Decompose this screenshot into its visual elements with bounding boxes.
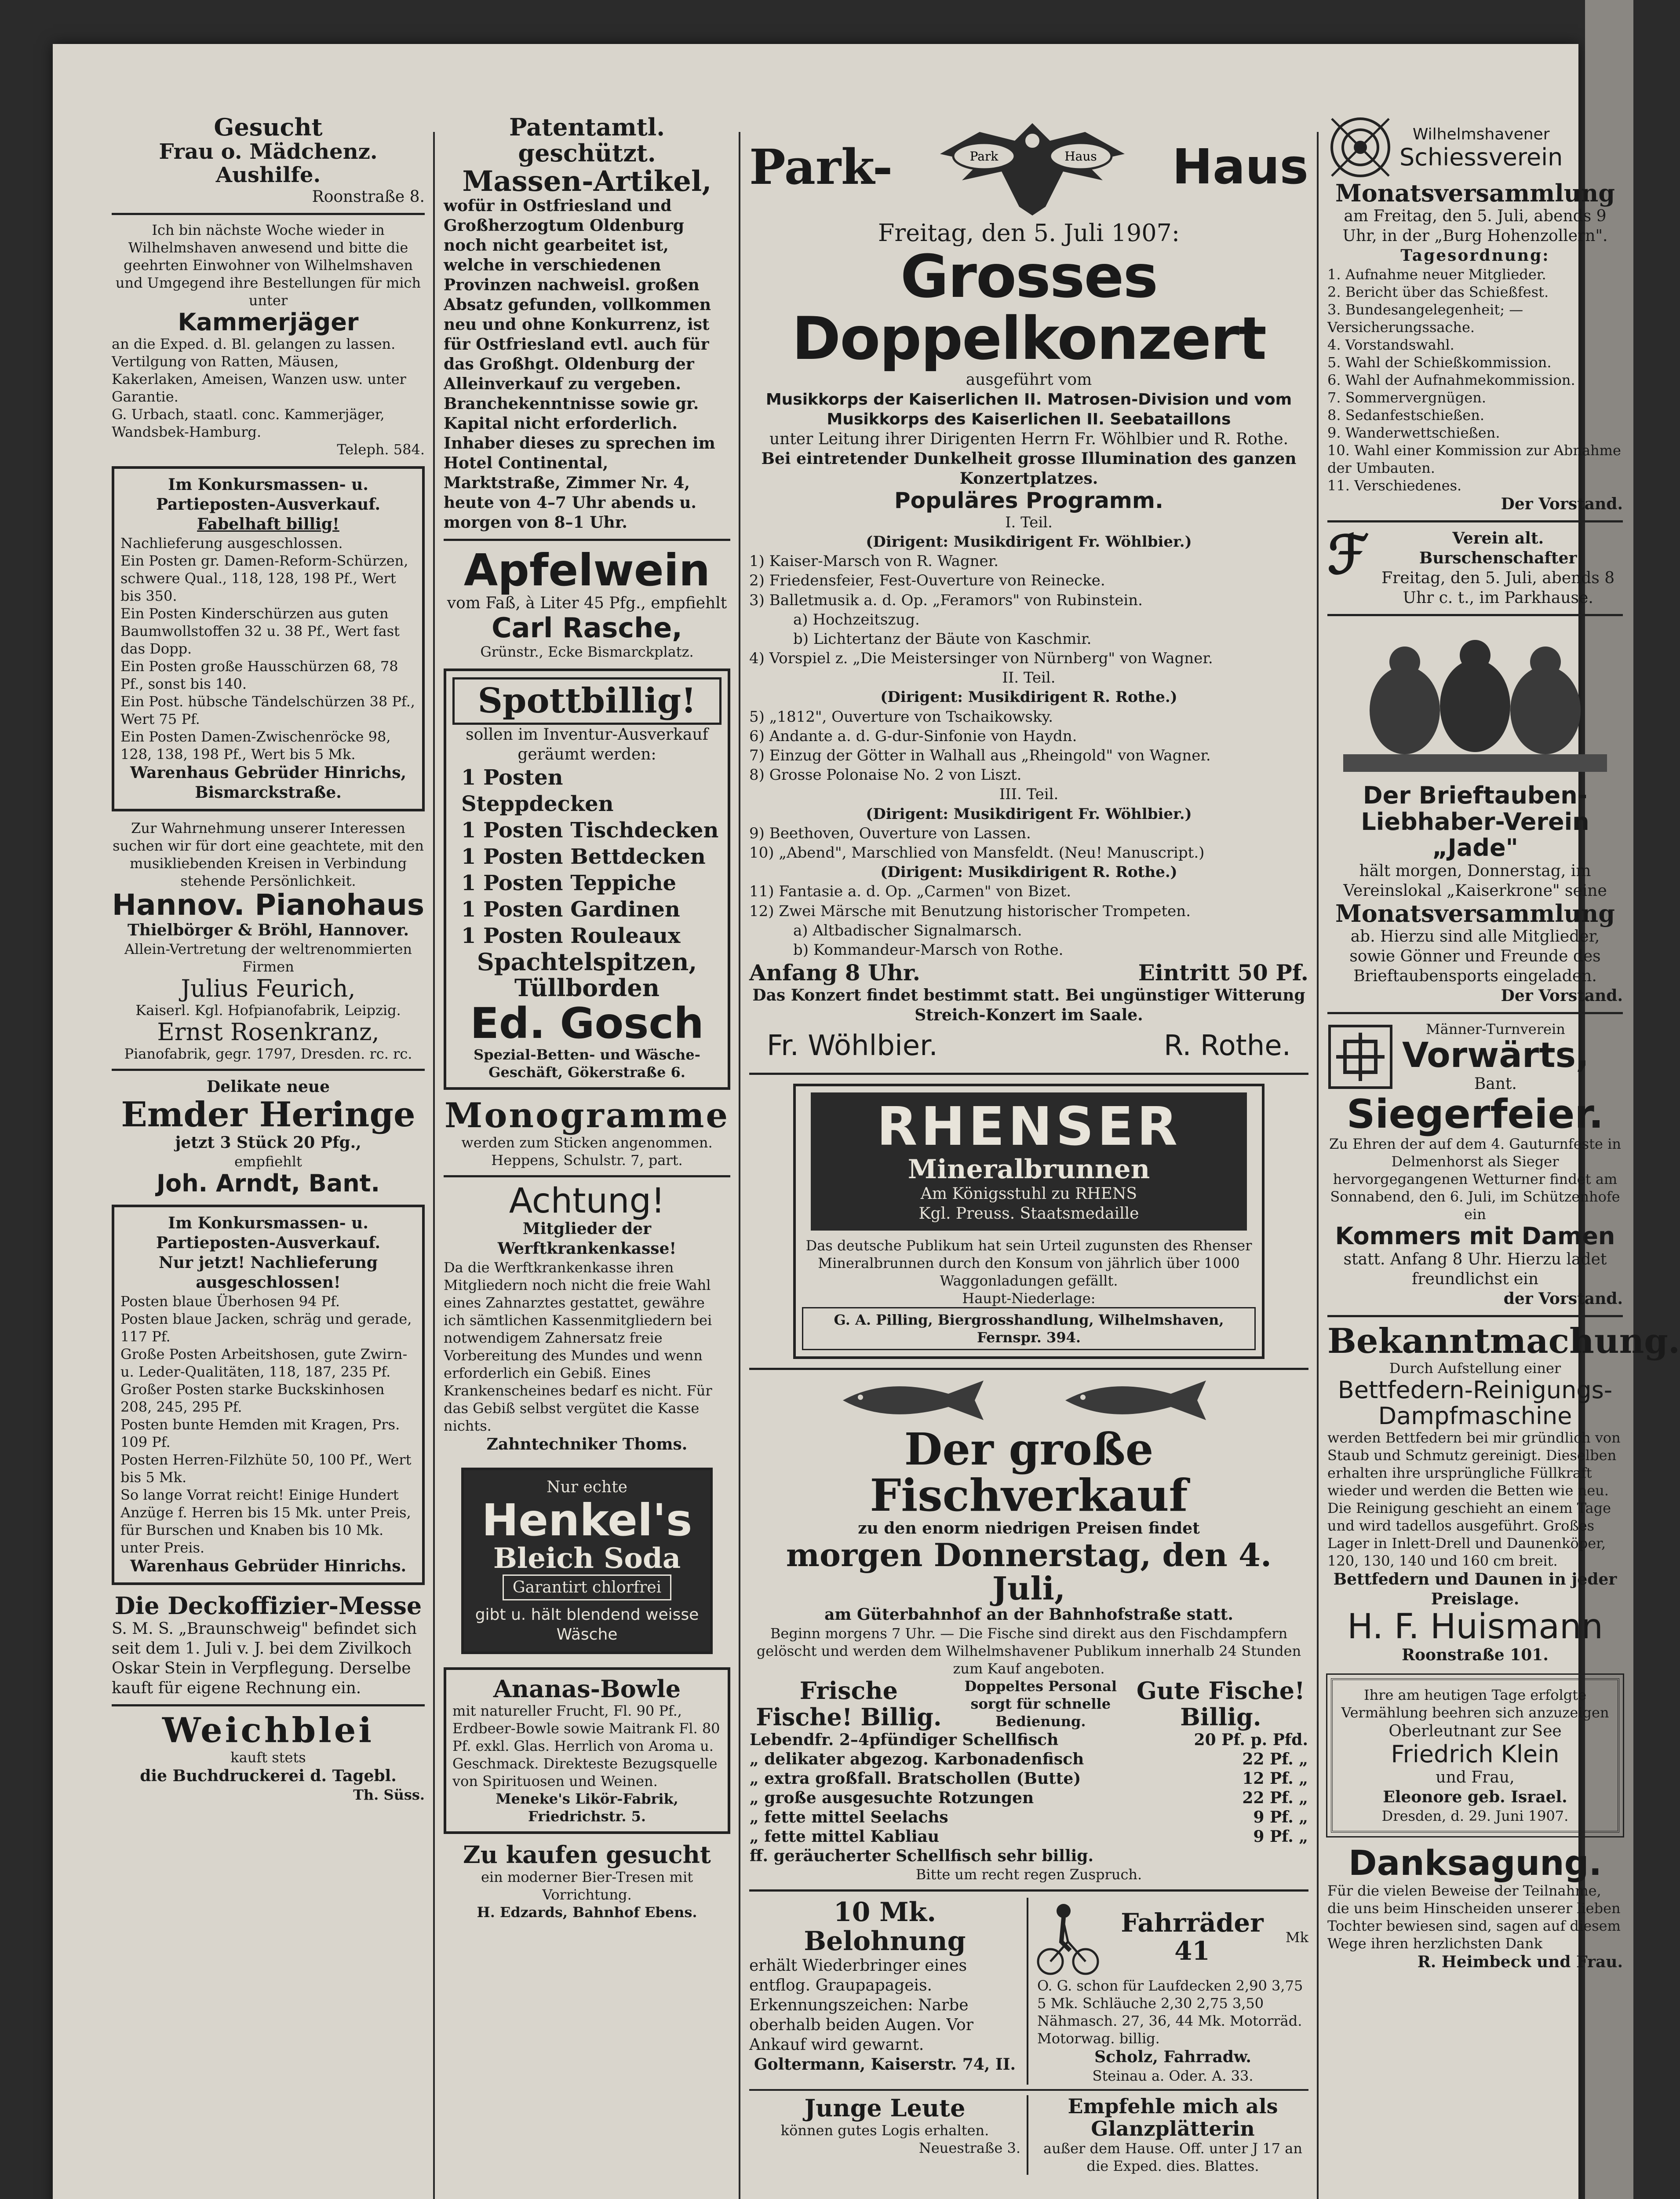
ad-address: Steinau a. Oder. A. 33.: [1092, 2067, 1254, 2085]
glanzplaetterin-ad: [1037, 2095, 1308, 2175]
ad-title: Kammerjäger: [178, 308, 359, 336]
concert-performers: Musikkorps der Kaiserlichen II. Matrosen-Division und vom Musikkorps des Kaiserlichen II. Seebataillons: [765, 390, 1292, 428]
cyclist-icon: [1037, 1898, 1099, 1977]
ad-text: zu den enorm niedrigen Preisen findet: [858, 1519, 1200, 1538]
ad-text: hält morgen, Donnerstag, im Vereinslokal „Kaiserkrone" seine: [1343, 862, 1607, 900]
hering-ad: [112, 1077, 425, 1196]
ad-slogan: Frische Fische! Billig.: [756, 1677, 942, 1731]
divider: [1327, 614, 1623, 616]
ad-text: Spezial-Betten- und Wäsche-Geschäft, Gökerstraße 6.: [474, 1046, 700, 1081]
ad-title: Zu kaufen gesucht: [463, 1841, 711, 1869]
agenda-item: 9. Wanderwettschießen.: [1327, 424, 1500, 442]
ad-text: werden Bettfedern bei mir gründlich von Staub und Schmutz gereinigt. Dieselben erhalten ihre ursprüngliche Füllkraft wieder und werden die Betten wie neu. Die Reinigung geschieht an einem Tage und wird tadellos ausgeführt. Großes Lager in Inlett-Drell und Daunenköper, 120, 130, 140 und 160 cm breit.: [1327, 1429, 1621, 1570]
ad-title: Im Konkursmassen- u. Partieposten-Ausverkauf.: [156, 1213, 381, 1252]
ad-text: mit natureller Frucht, Fl. 90 Pf., Erdbeer-Bowle sowie Maitrank Fl. 80 Pf. exkl. Glas. Herrlich von Aroma u. Geschmack. Direkteste Bezugsquelle von Spirituosen und Weinen.: [452, 1702, 720, 1790]
concert-text: Bei eintretender Dunkelheit grosse Illumination des ganzen Konzertplatzes.: [761, 449, 1297, 488]
ad-title: Spottbillig!: [452, 677, 722, 725]
fish-price: 12 Pf. „: [1242, 1769, 1308, 1788]
fish-price: 9 Pf. „: [1253, 1808, 1308, 1827]
program-item: b) Kommandeur-Marsch von Rothe.: [793, 941, 1064, 959]
column-3: [743, 114, 1315, 2175]
list-item: 1 Posten Bettdecken: [461, 844, 706, 869]
divider: [1327, 1315, 1623, 1317]
column-rule: [1317, 132, 1319, 2199]
ad-text: Freitag, den 5. Juli, abends 8 Uhr c. t., im Parkhause.: [1381, 569, 1615, 607]
concert-date: Freitag, den 5. Juli 1907:: [878, 219, 1180, 247]
concert-text: unter Leitung ihrer Dirigenten Herrn Fr. Wöhlbier und R. Rothe.: [769, 430, 1289, 448]
ad-text: vom Faß, à Liter 45 Pfg., empfiehlt: [447, 594, 727, 612]
agenda-item: 7. Sommervergnügen.: [1327, 389, 1487, 406]
agenda-item: 2. Bericht über das Schießfest.: [1327, 284, 1549, 301]
ad-firm: die Buchdruckerei d. Tagebl.: [140, 1767, 397, 1786]
ad-title: Im Konkursmassen- u. Partieposten-Ausverkauf.: [156, 475, 381, 514]
divider: [749, 1368, 1308, 1370]
program-item: 9) Beethoven, Ouverture von Lassen.: [749, 824, 1031, 842]
junge-leute-ad: [749, 2095, 1028, 2175]
program-part: II. Teil.: [1002, 669, 1056, 687]
program-item: b) Lichtertanz der Bäute von Kaschmir.: [793, 630, 1092, 648]
ad-title: Der Brieftauben-Liebhaber-Verein „Jade": [1361, 782, 1589, 862]
ad-text: sollen im Inventur-Ausverkauf geräumt werden:: [466, 726, 708, 764]
schiessverein-header: [1327, 114, 1623, 180]
ad-text: Zu Ehren der auf dem 4. Gauturnfeste in Delmenhorst als Sieger hervorgegangenen Wetturner findet am Sonnabend, den 6. Juli, im Schützenhofe ein: [1329, 1136, 1621, 1223]
ad-address: Grünstr., Ecke Bismarckplatz.: [480, 643, 694, 661]
program-part: III. Teil.: [999, 785, 1059, 804]
ad-text: statt. Anfang 8 Uhr. Hierzu ladet freundlichst ein: [1343, 1250, 1607, 1288]
emblem-label-left: Park: [969, 149, 999, 164]
ad-text: erhält Wiederbringer eines entflog. Graupapageis. Erkennungszeichen: Narbe oberhalb beiden Augen. Vor Ankauf wird gewarnt.: [749, 1957, 973, 2054]
agenda-title: Tagesordnung:: [1400, 246, 1550, 265]
table-row: [749, 1750, 1308, 1769]
ad-firm: Scholz, Fahrradw.: [1094, 2048, 1251, 2067]
ad-title: Patentamtl. geschützt.: [509, 113, 665, 168]
club-name-top: Männer-Turnverein: [1425, 1020, 1565, 1037]
divider: [112, 213, 425, 215]
program-conductor: (Dirigent: Musikdirigent Fr. Wöhlbier.): [866, 805, 1192, 823]
kammerjaeger-ad: [112, 221, 425, 458]
achtung-ad: [444, 1181, 730, 1455]
list-item: Ein Posten Damen-Zwischenröcke 98, 128, 138, 198 Pf., Wert bis 5 Mk.: [120, 728, 391, 763]
fish-name: ff. geräucherter Schellfisch sehr billig.: [750, 1847, 1093, 1866]
divider: [1327, 1012, 1623, 1014]
column-rule: [433, 132, 435, 2199]
concert-text: ausgeführt vom: [966, 370, 1092, 389]
ad-text: können gutes Logis erhalten.: [780, 2122, 989, 2139]
divider: [444, 539, 730, 541]
divider: [444, 1175, 730, 1177]
small-ads-row: [749, 2089, 1308, 2175]
club-name-top: Wilhelmshavener: [1412, 125, 1550, 143]
pianohaus-ad: [112, 819, 425, 1063]
ad-place: am Güterbahnhof an der Bahnhofstraße statt.: [824, 1605, 1233, 1624]
ad-text: Da die Werftkrankenkasse ihren Mitgliedern noch nicht die freie Wahl eines Zahnarztes gestattet, gewähre ich sämtlichen Kassenmitgliedern bei notwendigem Zahnersatz freie Vorbereitung des Mundes und wenn erforderlich ein Gebiß. Eines Krankenscheines bedarf es nicht. Für das Gebiß selbst vergütet die Kasse nichts.: [444, 1259, 712, 1435]
list-item: Große Posten Arbeitshosen, gute Zwirn- u. Leder-Qualitäten, 118, 187, 235 Pf.: [120, 1345, 408, 1380]
fish-price: 22 Pf. „: [1242, 1750, 1308, 1769]
program-item: 12) Zwei Märsche mit Benutzung historischer Trompeten.: [749, 902, 1191, 920]
divider: [749, 1889, 1308, 1892]
konkurs-ad-2: [112, 1205, 425, 1585]
ad-title: Der große Fischverkauf: [870, 1423, 1188, 1522]
ad-date: morgen Donnerstag, den 4. Juli,: [786, 1536, 1272, 1607]
ad-text: O. G. schon für Laufdecken 2,90 3,75 5 Mk. Schläuche 2,30 2,75 3,50 Nähmasch. 27, 36, 44 Mk. Motorräd. Motorwag. billig.: [1037, 1977, 1303, 2047]
column-2: [437, 114, 736, 1921]
program-item: 7) Einzug der Götter in Walhall aus „Rheingold" von Wagner.: [749, 747, 1211, 765]
ad-subtitle: Frau o. Mädchenz. Aushilfe.: [159, 139, 378, 188]
ad-title: Weichblei: [162, 1710, 375, 1751]
belohnung-ad: [749, 1898, 1028, 2085]
ad-firm: H. F. Huismann: [1347, 1607, 1603, 1647]
rhenser-ad: [793, 1084, 1265, 1359]
weichblei-ad: [112, 1710, 425, 1804]
program-conductor: (Dirigent: Musikdirigent R. Rothe.): [880, 863, 1177, 881]
fish-price: 9 Pf. „: [1253, 1827, 1308, 1846]
program-item: 4) Vorspiel z. „Die Meistersinger von Nürnberg" von Wagner.: [749, 650, 1213, 668]
fish-name: „ große ausgesuchte Rotzungen: [750, 1789, 1034, 1808]
list-item: Ein Posten große Hausschürzen 68, 78 Pf., sonst bis 140.: [120, 658, 398, 693]
ad-text: Delikate neue: [207, 1078, 330, 1096]
ad-address: Roonstraße 8.: [312, 187, 425, 206]
ad-text: empfiehlt: [234, 1153, 302, 1170]
divider: [749, 1073, 1308, 1075]
agenda-item: 6. Wahl der Aufnahmekommission.: [1327, 372, 1575, 389]
program-title: Populäres Programm.: [894, 487, 1164, 513]
table-row: [749, 1808, 1308, 1827]
column-1: [106, 114, 431, 1804]
agenda-list: [1327, 266, 1623, 494]
ad-subtitle: Mitglieder der Werftkrankenkasse!: [497, 1220, 677, 1258]
column-4: [1321, 114, 1680, 1972]
ad-headline: Fabelhaft billig!: [197, 515, 339, 534]
concert-title: Grosses Doppelkonzert: [792, 242, 1266, 373]
ad-name: Friedrich Klein: [1391, 1740, 1560, 1768]
ad-title: Empfehle mich als Glanzplätterin: [1068, 2094, 1278, 2141]
fish-icon: [1057, 1376, 1224, 1425]
table-row: [749, 1730, 1308, 1750]
ad-text: kauft stets: [230, 1749, 306, 1766]
ad-firm: Warenhaus Gebrüder Hinrichs.: [130, 1556, 407, 1575]
ad-title: Achtung!: [509, 1181, 665, 1221]
ad-text: Das deutsche Publikum hat sein Urteil zugunsten des Rhenser Mineralbrunnen durch den Konsum von jährlich über 1000 Waggonladungen gefällt.: [805, 1237, 1252, 1289]
ad-title: Emder Heringe: [121, 1095, 415, 1135]
ad-title: Monogramme: [445, 1095, 729, 1136]
ad-title: Die Deckoffizier-Messe: [114, 1591, 422, 1620]
concert-times: [749, 960, 1308, 986]
ad-text: Ihre am heutigen Tage erfolgte Vermählung beehren sich anzuzeigen: [1341, 1687, 1609, 1721]
ad-title: Monatsversammlung: [1335, 179, 1615, 207]
ad-name: Ernst Rosenkranz,: [157, 1018, 379, 1046]
pigeons-illustration: [1343, 622, 1607, 781]
item-list: [120, 534, 416, 763]
table-row: [749, 1769, 1308, 1788]
list-item: Posten blaue Überhosen 94 Pf.: [120, 1293, 340, 1310]
ad-firm: Carl Rasche,: [492, 611, 682, 644]
ad-headline: Massen-Artikel,: [462, 164, 712, 198]
agenda-item: 5. Wahl der Schießkommission.: [1327, 354, 1552, 371]
fischverkauf-ad: [749, 1376, 1308, 1883]
fish-name: „ fette mittel Kabliau: [750, 1827, 940, 1846]
ad-signature: der Vorstand.: [1503, 1289, 1623, 1308]
ad-firm: Joh. Arndt, Bant.: [157, 1169, 380, 1198]
ad-text: Doppeltes Personal sorgt für schnelle Bedienung.: [964, 1678, 1117, 1730]
list-item: Ein Post. hübsche Tändelschürzen 38 Pf., Wert 75 Pf.: [120, 693, 415, 728]
ad-badge: Garantirt chlorfrei: [503, 1574, 671, 1600]
small-ads-row: [749, 1898, 1308, 2085]
ad-text: Pianofabrik, gegr. 1797, Dresden. rc. rc.: [124, 1045, 412, 1063]
divider: [1327, 520, 1623, 522]
ad-text: werden zum Sticken angenommen.: [461, 1134, 713, 1151]
club-name: Vorwärts,: [1402, 1035, 1589, 1075]
ad-name: Th. Süss.: [353, 1786, 425, 1804]
ad-firm: Meneke's Likör-Fabrik, Friedrichstr. 5.: [496, 1790, 678, 1825]
ad-title: Verein alt. Burschenschafter: [1419, 529, 1577, 568]
parkhaus-header: [749, 114, 1308, 220]
patent-ad: [444, 114, 730, 533]
burschenschaft-ad: [1327, 524, 1623, 608]
program: [749, 513, 1308, 960]
table-row: [749, 1846, 1308, 1866]
ad-text: an die Exped. d. Bl. gelangen zu lassen. Vertilgung von Ratten, Mäusen, Kakerlaken, Ameisen, Wanzen usw. unter Garantie.: [112, 336, 406, 405]
apfelwein-ad: [444, 544, 730, 661]
list-item: 1 Posten Steppdecken: [461, 765, 614, 817]
program-item: 8) Grosse Polonaise No. 2 von Liszt.: [749, 766, 1022, 784]
target-emblem-icon: [1327, 114, 1393, 180]
ad-text: und Frau,: [1436, 1768, 1515, 1786]
park-right: Haus: [1172, 139, 1308, 195]
ad-text: am Freitag, den 5. Juli, abends 9 Uhr, in der „Burg Hohenzollern".: [1342, 207, 1608, 245]
ad-text: Haupt-Niederlage:: [962, 1290, 1096, 1307]
gosch-ad: [444, 668, 730, 1089]
fish-price: [1169, 1846, 1308, 1866]
program-item: 6) Andante a. d. G-dur-Sinfonie von Haydn.: [749, 727, 1077, 745]
list-item: Posten bunte Hemden mit Kragen, Prs. 109 Pf.: [120, 1416, 400, 1450]
ad-address: Heppens, Schulstr. 7, part.: [491, 1151, 683, 1169]
price-table: [749, 1730, 1308, 1866]
eagle-emblem-icon: [918, 114, 1147, 220]
signatures: [749, 1025, 1308, 1067]
ad-text: Durch Aufstellung einer: [1389, 1359, 1561, 1377]
ad-text: Am Königsstuhl zu RHENS: [920, 1185, 1137, 1203]
henkel-ad: [461, 1468, 713, 1654]
list-item: Posten blaue Jacken, schräg und gerade, 117 Pf.: [120, 1310, 412, 1345]
rhenser-image: [811, 1092, 1247, 1231]
ad-text: Nur echte: [547, 1478, 627, 1497]
ad-text: Zur Wahrnehmung unserer Interessen suchen wir für dort eine geachtete, mit den musikliebenden Kreisen in Verbindung stehende Persönlichkeit.: [113, 820, 424, 890]
ad-unit: Mk: [1285, 1929, 1308, 1946]
fish-banner: [749, 1677, 1308, 1730]
kaufen-ad: [444, 1842, 730, 1921]
fish-price: 20 Pf. p. Pfd.: [1194, 1731, 1308, 1750]
ad-name: H. Edzards, Bahnhof Ebens.: [477, 1903, 697, 1921]
messe-ad: [112, 1593, 425, 1698]
divider: [112, 1069, 425, 1071]
ad-address: Roonstraße 101.: [1402, 1646, 1549, 1665]
list-item: 1 Posten Teppiche: [461, 871, 677, 896]
monogramme-ad: [444, 1095, 730, 1169]
ad-subtitle: Bleich Soda: [493, 1542, 681, 1575]
ad-name: Zahntechniker Thoms.: [486, 1435, 688, 1454]
ad-name: Julius Feurich,: [181, 974, 356, 1002]
gesucht-ad: [112, 114, 425, 207]
fish-icon: [834, 1376, 1001, 1425]
fish-name: „ extra großfall. Bratschollen (Butte): [750, 1769, 1081, 1788]
agenda-item: 10. Wahl einer Kommission zur Abnahme der Umbauten.: [1327, 442, 1621, 477]
table-row: [749, 1827, 1308, 1846]
agenda-item: 1. Aufnahme neuer Mitglieder.: [1327, 266, 1546, 283]
turner-cross-icon: [1327, 1024, 1393, 1090]
signature: Fr. Wöhlbier.: [767, 1030, 938, 1063]
list-item: 1 Posten Tischdecken: [461, 818, 719, 843]
ad-headline: Monatsversammlung: [1335, 899, 1615, 928]
club-place: Bant.: [1474, 1074, 1517, 1093]
fish-name: Lebendfr. 2–4pfündiger Schellfisch: [750, 1731, 1059, 1750]
program-item: 1) Kaiser-Marsch von R. Wagner.: [749, 552, 999, 570]
ad-text: Bitte um recht regen Zuspruch.: [915, 1866, 1142, 1883]
fraternity-logo: ℱ: [1327, 524, 1369, 586]
ad-signature: R. Heimbeck und Frau.: [1417, 1952, 1623, 1971]
list-item: Großer Posten starke Buckskinhosen 208, 245, 295 Pf.: [120, 1381, 385, 1415]
ad-text: Bettfedern und Daunen in jeder Preislage.: [1333, 1570, 1617, 1609]
list-item: Ein Posten gr. Damen-Reform-Schürzen, schwere Qual., 118, 128, 198 Pf., Wert bis 350.: [120, 552, 408, 605]
ad-signature: Der Vorstand.: [1501, 495, 1623, 514]
program-item: a) Altbadischer Signalmarsch.: [793, 921, 1022, 939]
program-item: 2) Friedensfeier, Fest-Ouverture von Reinecke.: [749, 572, 1105, 590]
emblem-label-right: Haus: [1064, 149, 1097, 164]
list-item: 1 Posten Rouleaux: [461, 924, 681, 949]
agenda-item: 8. Sedanfestschießen.: [1327, 407, 1485, 424]
ad-title: Bekanntmachung.: [1327, 1321, 1680, 1361]
program-conductor: (Dirigent: Musikdirigent Fr. Wöhlbier.): [866, 533, 1192, 551]
ad-subtitle: Mineralbrunnen: [907, 1154, 1150, 1185]
ad-text: Spachtelspitzen, Tüllborden: [477, 948, 697, 1002]
ad-firm: Thielbörger & Bröhl, Hannover.: [127, 921, 409, 939]
ad-name: G. Urbach, staatl. conc. Kammerjäger, Wandsbek-Hamburg.: [112, 406, 385, 441]
ad-text: wofür in Ostfriesland und Großherzogtum Oldenburg noch nicht gearbeitet ist, welche in verschiedenen Provinzen nachweisl. großen Absatz gefunden, vollkommen neu und ohne Konkurrenz, ist für Ostfriesland evtl. auch für das Großhgt. Oldenburg der Alleinverkauf zu vergeben. Branchekenntnisse sowie gr. Kapital nicht erforderlich. Inhaber dieses zu sprechen im Hotel Continental, Marktstraße, Zimmer Nr. 4, heute von 4–7 Uhr abends u. morgen von 8–1 Uhr.: [444, 196, 715, 532]
list-item: 1 Posten Gardinen: [461, 897, 680, 922]
wedding-announcement: [1331, 1678, 1619, 1832]
ad-title: Ananas-Bowle: [493, 1674, 681, 1703]
fish-name: „ fette mittel Seelachs: [750, 1808, 948, 1827]
program-item: 11) Fantasie a. d. Op. „Carmen" von Bizet.: [749, 883, 1071, 901]
item-list: [120, 1293, 416, 1556]
program-item: 10) „Abend", Marschlied von Mansfeldt. (Neu! Manuscript.): [749, 844, 1205, 862]
ad-header: [1037, 1898, 1308, 1977]
list-item: Nachlieferung ausgeschlossen.: [120, 535, 343, 552]
signature: R. Rothe.: [1164, 1030, 1291, 1063]
program-conductor: (Dirigent: Musikdirigent R. Rothe.): [880, 688, 1177, 706]
konkurs-ad-1: [112, 466, 425, 811]
ad-title: Apfelwein: [463, 544, 711, 596]
ad-slogan: gibt u. hält blendend weisse Wäsche: [475, 1605, 699, 1644]
admission: Eintritt 50 Pf.: [1138, 960, 1308, 986]
ad-name: Eleonore geb. Israel.: [1383, 1787, 1567, 1806]
ad-title: 10 Mk. Belohnung: [804, 1897, 966, 1957]
ad-price: jetzt 3 Stück 20 Pfg.,: [175, 1133, 361, 1152]
ad-text: Oberleutnant zur See: [1388, 1722, 1562, 1741]
ad-phone: Teleph. 584.: [337, 441, 425, 458]
program-item: a) Hochzeitszug.: [793, 610, 920, 628]
ad-text: ab. Hierzu sind alle Mitglieder, sowie Gönner und Freunde des Brieftaubensports eingeladen.: [1349, 927, 1601, 985]
fish-illustrations: [749, 1376, 1308, 1426]
column-rule: [739, 132, 740, 2199]
ad-date: Dresden, d. 29. Juni 1907.: [1381, 1807, 1569, 1824]
list-item: So lange Vorrat reicht! Einige Hundert Anzüge f. Herren bis 15 Mk. unter Preis, für Burschen und Knaben bis 10 Mk. unter Preis.: [120, 1486, 411, 1556]
program-item: 5) „1812", Ouverture von Tschaikowsky.: [749, 708, 1053, 726]
ad-firm: Warenhaus Gebrüder Hinrichs, Bismarckstraße.: [130, 763, 407, 802]
ad-text: Kgl. Preuss. Staatsmedaille: [918, 1205, 1139, 1223]
ad-text: Beginn morgens 7 Uhr. — Die Fische sind direkt aus den Fischdampfern gelöscht und werden dem Wilhelmshavener Publikum innerhalb 24 Stunden zum Kauf angeboten.: [756, 1625, 1301, 1677]
agenda-item: 3. Bundesangelegenheit; — Versicherungssache.: [1327, 301, 1523, 336]
club-name: Schiessverein: [1399, 143, 1563, 171]
ad-title: Danksagung.: [1348, 1843, 1602, 1883]
ad-title: RHENSER: [876, 1096, 1181, 1158]
ad-text: Ich bin nächste Woche wieder in Wilhelmshaven anwesend und bitte die geehrten Einwohner von Wilhelmshaven und Umgegend ihre Bestellungen für mich unter: [115, 221, 421, 309]
ad-firm: Ed. Gosch: [470, 998, 704, 1048]
concert-note: Das Konzert findet bestimmt statt. Bei ungünstiger Witterung Streich-Konzert im Saale.: [752, 986, 1305, 1025]
ad-text: außer dem Hause. Off. unter J 17 an die Exped. dies. Blattes.: [1043, 2140, 1302, 2175]
program-part: I. Teil.: [1005, 513, 1053, 531]
divider: [112, 1704, 425, 1706]
ad-title: Henkel's: [481, 1494, 692, 1546]
ad-slogan: Gute Fische! Billig.: [1136, 1677, 1305, 1731]
ad-firm: G. A. Pilling, Biergrosshandlung, Wilhelmshaven, Fernspr. 394.: [802, 1307, 1256, 1350]
start-time: Anfang 8 Uhr.: [749, 960, 921, 986]
ad-title: Siegerfeier.: [1346, 1091, 1604, 1137]
turnverein-header: [1327, 1020, 1623, 1094]
ad-title: Gesucht: [214, 113, 323, 141]
ad-text: ein moderner Bier-Tresen mit Vorrichtung.: [481, 1868, 693, 1903]
ad-address: Neuestraße 3.: [918, 2139, 1020, 2156]
program-item: 3) Balletmusik a. d. Op. „Feramors" von Rubinstein.: [749, 591, 1143, 609]
ad-headline: Bettfedern-Reinigungs-Dampfmaschine: [1337, 1376, 1613, 1430]
agenda-item: 4. Vorstandswahl.: [1327, 336, 1454, 354]
bowle-ad: [444, 1667, 730, 1834]
ad-text: Für die vielen Beweise der Teilnahme, die uns beim Hinscheiden unserer lieben Tochter bewiesen sind, sagen auf diesem Wege ihren herzlichsten Dank: [1327, 1882, 1621, 1952]
fahrraeder-ad: [1037, 1898, 1308, 2085]
ad-headline: Nur jetzt! Nachlieferung ausgeschlossen!: [158, 1253, 378, 1292]
list-item: Ein Posten Kinderschürzen aus guten Baumwollstoffen 32 u. 38 Pf., Wert fast das Dopp.: [120, 605, 400, 658]
ad-text: Allein-Vertretung der weltrenommierten Firmen: [124, 940, 412, 975]
park-left: Park-: [749, 139, 893, 196]
table-row: [749, 1788, 1308, 1808]
item-list: [452, 764, 722, 949]
agenda-item: 11. Verschiedenes.: [1327, 477, 1462, 494]
ad-signature: Der Vorstand.: [1501, 986, 1623, 1005]
ad-headline: Kommers mit Damen: [1335, 1222, 1615, 1250]
ad-title: Fahrräder 41: [1121, 1908, 1264, 1966]
fish-name: „ delikater abgezog. Karbonadenfisch: [750, 1750, 1084, 1769]
ad-title: Junge Leute: [804, 2094, 966, 2122]
list-item: Posten Herren-Filzhüte 50, 100 Pf., Wert bis 5 Mk.: [120, 1451, 412, 1486]
ad-text: S. M. S. „Braunschweig" befindet sich seit dem 1. Juli v. J. bei dem Zivilkoch Oskar Stein in Verpflegung. Derselbe kauft für eigene Rechnung ein.: [112, 1620, 417, 1698]
fish-price: 22 Pf. „: [1242, 1789, 1308, 1808]
ad-text: Kaiserl. Kgl. Hofpianofabrik, Leipzig.: [135, 1002, 401, 1019]
ad-title: Hannov. Pianohaus: [112, 888, 425, 922]
ad-address: Goltermann, Kaiserstr. 74, II.: [754, 2055, 1016, 2074]
